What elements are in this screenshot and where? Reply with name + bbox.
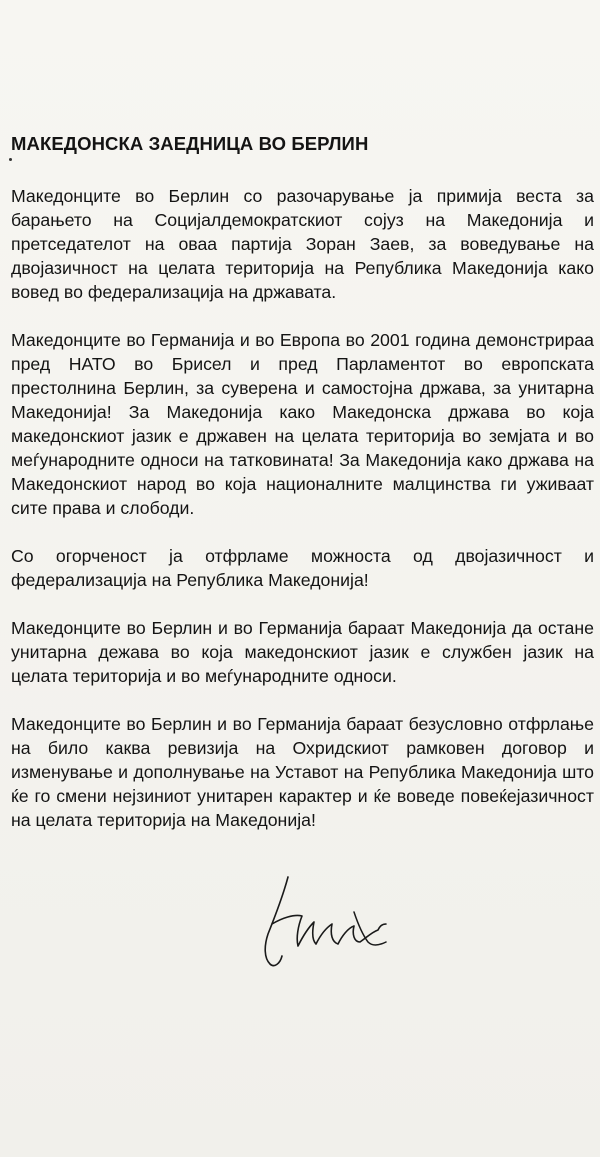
- letter-heading: МАКЕДОНСКА ЗАЕДНИЦА ВО БЕРЛИН: [11, 133, 369, 154]
- paragraph-5: Македонците во Берлин и во Германија бараат безусловно отфрлање на било каква ревизија на Охридскиот рамковен договор и изменување и дополнување на Уставот на Република Македонија што ќе го смени нејзиниот унитарен карактер и ќе воведе повеќејазичност на целата територија на Македонија!: [11, 714, 594, 830]
- paragraph-2: Македонците во Германија и во Европа во 2001 година демонстрираа пред НАТО во Брисел и пред Парламентот во европската престолнина Берлин, за суверена и самостојна држава, за унитарна Македонија! За Македонија како Македонска држава во која македонскиот јазик е државен на целата територија во земјата и во меѓународните односи на татковината! За Македонија како држава на Македонскиот народ во која националните малцинства ги уживаат сите права и слободи.: [11, 330, 594, 518]
- paragraph-1: Македонците во Берлин со разочарување ја примија веста за барањето на Социјалдемократскиот сојуз на Македонија и претседателот на оваа партија Зоран Заев, за воведување на двојазичност на целата територија на Република Македонија како вовед во федерализација на државата.: [11, 186, 594, 302]
- handwritten-signature-icon: [258, 872, 408, 970]
- letter-body: [11, 133, 594, 856]
- paragraph-4: Македонците во Берлин и во Германија бараат Македонија да остане унитарна дежава во која македонскиот јазик е службен јазик на целата територија и во меѓународните односи.: [11, 618, 594, 686]
- paragraph-3: Со огорченост ја отфрламе можноста од двојазичност и федерализација на Република Македонија!: [11, 546, 594, 590]
